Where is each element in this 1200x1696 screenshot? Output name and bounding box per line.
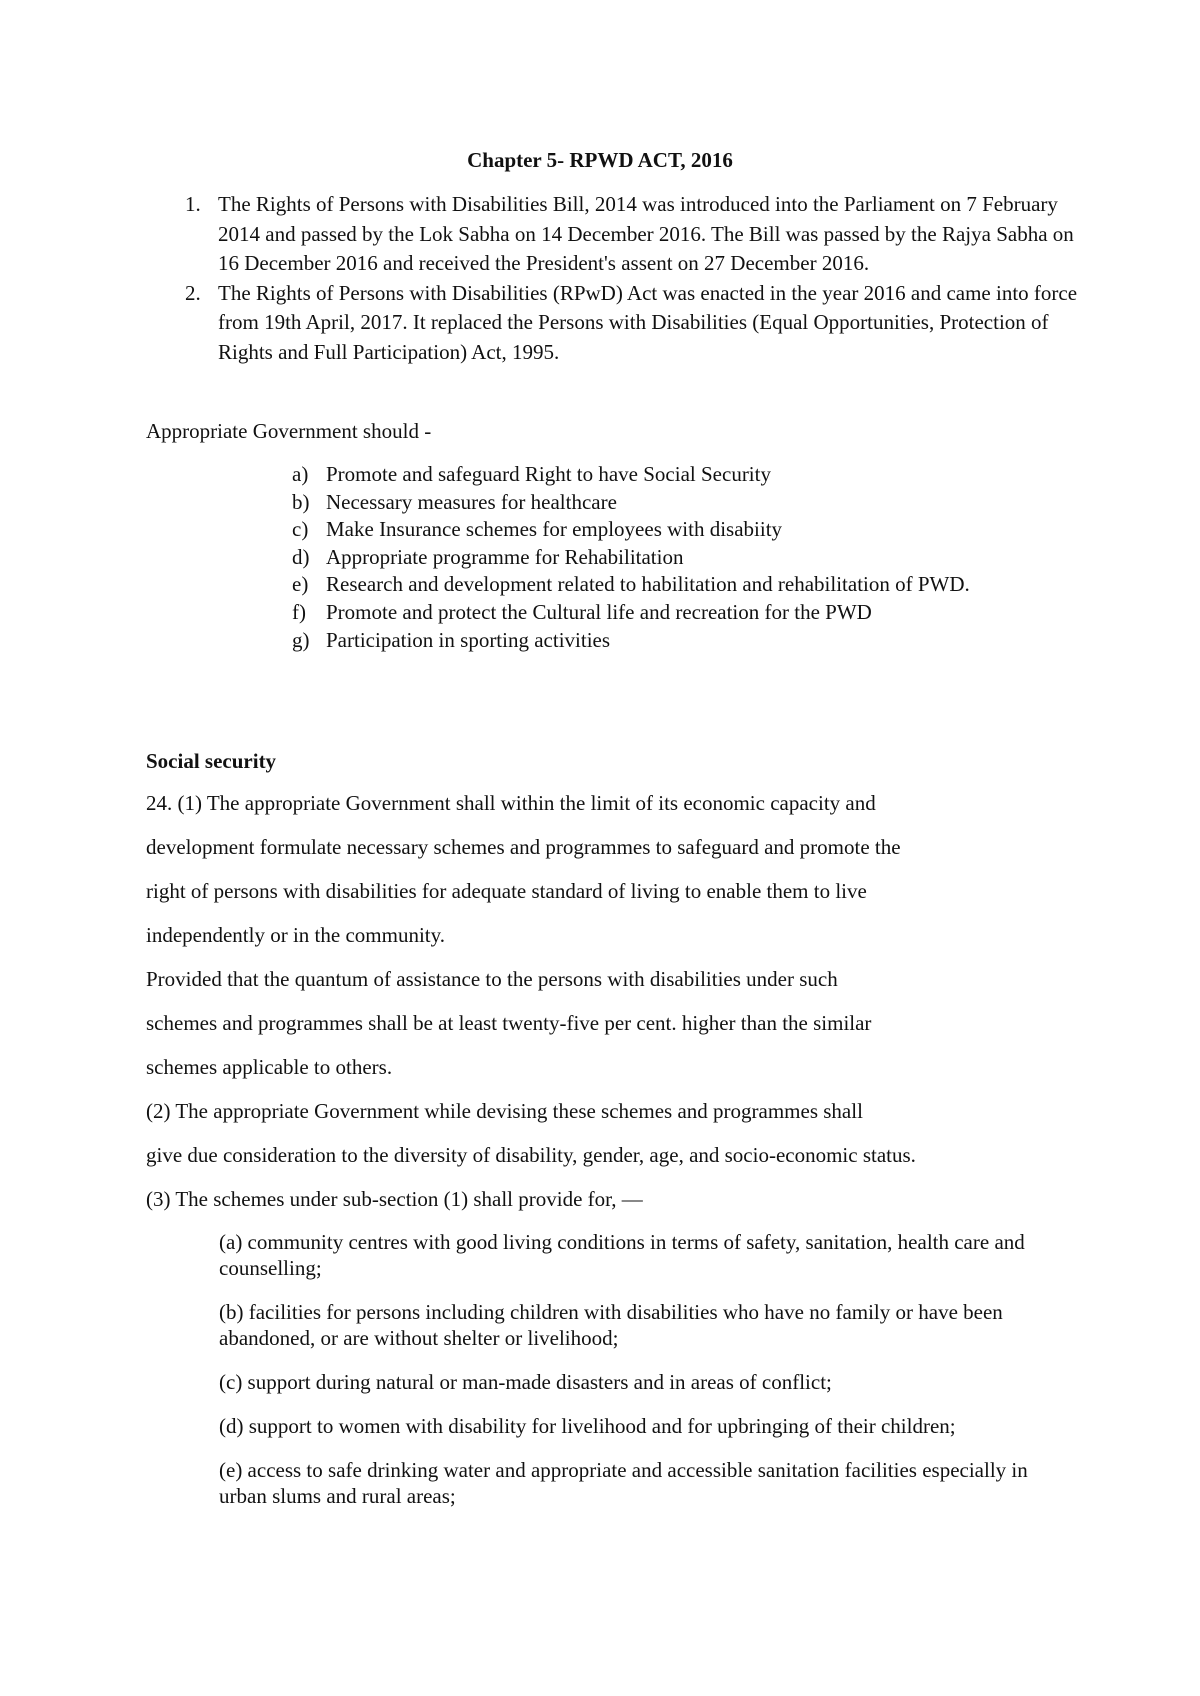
- schemes-list: [219, 1229, 1059, 1527]
- lettered-item: [292, 599, 1046, 627]
- numbered-item: [185, 279, 1078, 368]
- lettered-marker: b): [292, 489, 310, 514]
- lettered-marker: c): [292, 517, 309, 542]
- body-line: development formulate necessary schemes and programmes to safeguard and promote the: [146, 835, 901, 859]
- numbered-item: [185, 190, 1078, 279]
- lettered-marker: e): [292, 572, 309, 597]
- lettered-marker: a): [292, 462, 309, 486]
- body-line: independently or in the community.: [146, 923, 445, 947]
- scheme-item: (a) community centres with good living conditions in terms of safety, sanitation, health care and counselling;: [219, 1230, 1025, 1280]
- numbered-text: The Rights of Persons with Disabilities Bill, 2014 was introduced into the Parliament on 7 February 2014 and passed by the Lok Sabha on 14 December 2016. The Bill was passed by the Rajya Sabha on 16 December 2016 and received the President's assent on 27 December 2016.: [218, 192, 1074, 275]
- body-line: (2) The appropriate Government while devising these schemes and programmes shall: [146, 1099, 863, 1123]
- lettered-text: Promote and protect the Cultural life and recreation for the PWD: [326, 599, 872, 624]
- lettered-item: [292, 461, 1046, 489]
- scheme-item: (e) access to safe drinking water and appropriate and accessible sanitation facilities especially in urban slums and rural areas;: [219, 1458, 1028, 1508]
- lettered-marker: g): [292, 627, 310, 652]
- lettered-text: Promote and safeguard Right to have Social Security: [326, 462, 771, 486]
- lettered-item: [292, 544, 1046, 572]
- section-heading: Social security: [146, 749, 277, 773]
- lettered-item: [292, 516, 1046, 544]
- body-line: schemes applicable to others.: [146, 1055, 393, 1079]
- lettered-text: Appropriate programme for Rehabilitation: [326, 544, 684, 569]
- lettered-marker: d): [292, 544, 310, 569]
- body-line: 24. (1) The appropriate Government shall within the limit of its economic capacity and: [146, 791, 876, 815]
- body-line: right of persons with disabilities for adequate standard of living to enable them to live: [146, 879, 867, 903]
- scheme-item: (c) support during natural or man-made disasters and in areas of conflict;: [219, 1370, 832, 1394]
- lettered-item: [292, 489, 1046, 517]
- lettered-text: Necessary measures for healthcare: [326, 489, 617, 514]
- chapter-title: Chapter 5- RPWD ACT, 2016: [467, 148, 733, 172]
- intro-text: Appropriate Government should -: [146, 419, 432, 443]
- numbered-list: [185, 190, 1078, 367]
- lettered-text: Make Insurance schemes for employees with disabiity: [326, 517, 783, 542]
- scheme-item: (b) facilities for persons including children with disabilities who have no family or have been abandoned, or are without shelter or livelihood;: [219, 1300, 1003, 1350]
- body-line: (3) The schemes under sub-section (1) shall provide for, —: [146, 1187, 643, 1211]
- section-body: [146, 789, 1066, 1229]
- lettered-list: [292, 461, 1046, 654]
- numbered-marker: 1.: [185, 192, 201, 216]
- scheme-item: (d) support to women with disability for livelihood and for upbringing of their children;: [219, 1414, 956, 1438]
- body-line: schemes and programmes shall be at least twenty-five per cent. higher than the similar: [146, 1011, 872, 1035]
- numbered-marker: 2.: [185, 280, 201, 305]
- lettered-item: [292, 627, 1046, 655]
- lettered-item: [292, 571, 1046, 599]
- lettered-text: Research and development related to habilitation and rehabilitation of PWD.: [326, 572, 970, 597]
- lettered-marker: f): [292, 599, 306, 624]
- lettered-text: Participation in sporting activities: [326, 627, 611, 652]
- body-line: Provided that the quantum of assistance to the persons with disabilities under such: [146, 967, 838, 991]
- numbered-text: The Rights of Persons with Disabilities (RPwD) Act was enacted in the year 2016 and came into force from 19th April, 2017. It replaced the Persons with Disabilities (Equal Opportunities, Protection of Rights and Full Participation) Act, 1995.: [218, 280, 1078, 364]
- body-line: give due consideration to the diversity of disability, gender, age, and socio-economic status.: [146, 1143, 916, 1167]
